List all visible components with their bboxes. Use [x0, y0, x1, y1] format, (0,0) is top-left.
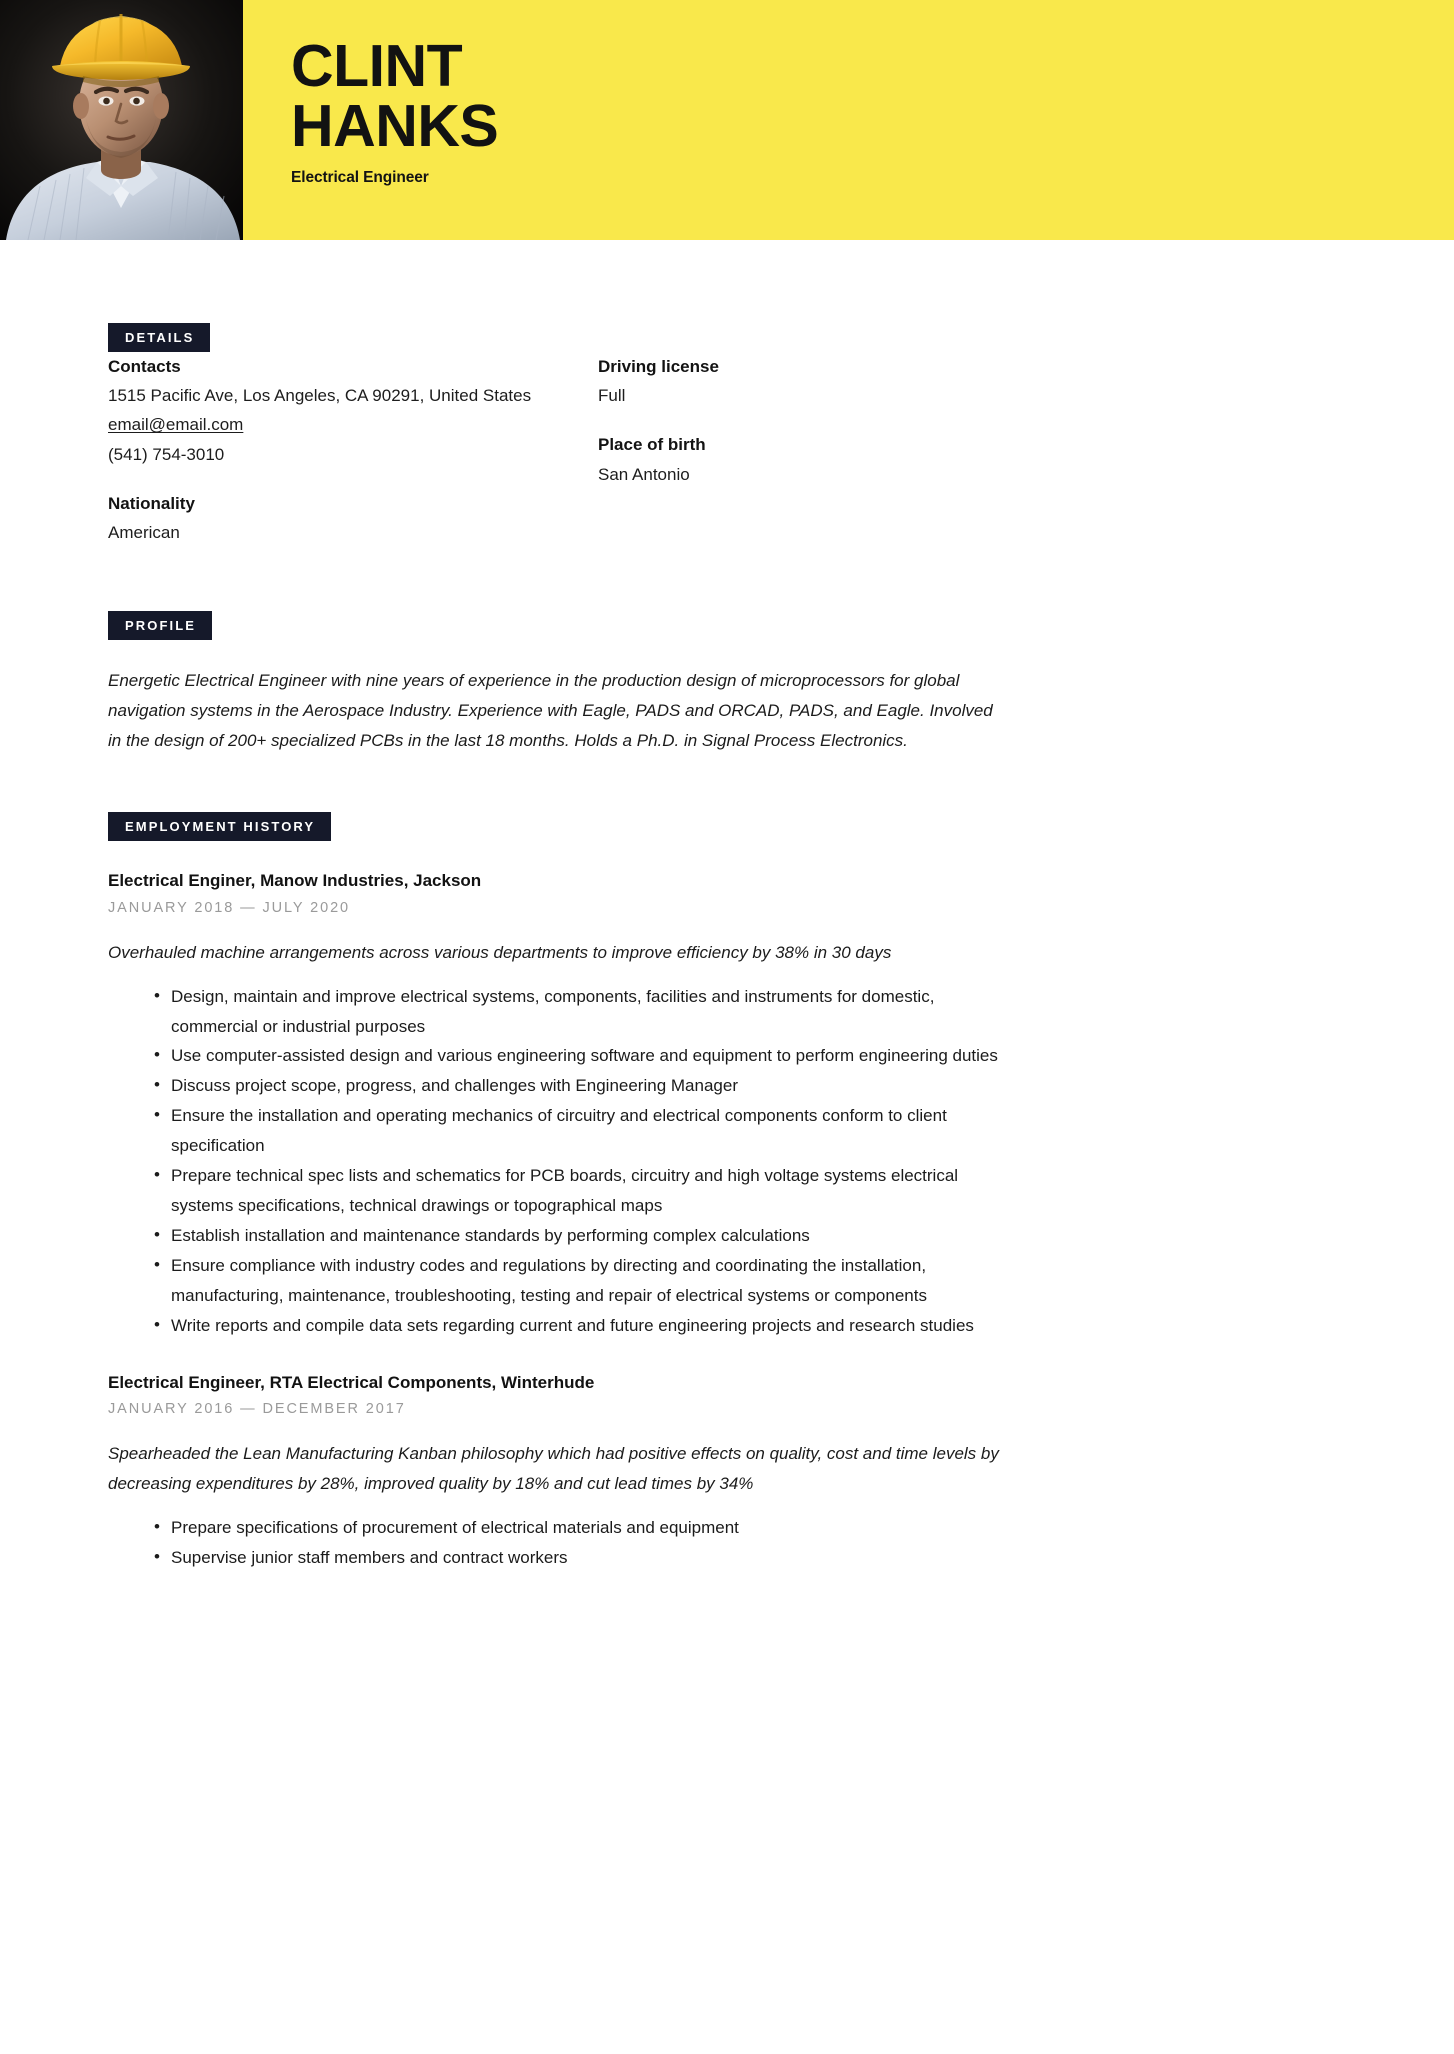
email-link[interactable]: email@email.com — [108, 415, 244, 435]
profile-paragraph: Energetic Electrical Engineer with nine years of experience in the production design of microprocessors for global navigation systems in the Aerospace Industry. Experience with Eagle, PADS and ORCAD, PADS, and Eagle. Involved in the design of 200+ specialized PCBs in the last 18 months. Holds a Ph.D. in Signal Process Electronics. — [108, 671, 993, 751]
employment-title: Electrical Engineer, RTA Electrical Components, Winterhude — [108, 1372, 595, 1392]
profile-photo — [0, 0, 243, 240]
resume-header — [0, 0, 1454, 240]
employment-bullet: • Supervise junior staff members and contract workers — [154, 1543, 1024, 1573]
header-band — [243, 0, 1454, 240]
employment-dates: JANUARY 2016 — DECEMBER 2017 — [108, 1401, 406, 1418]
details-left-column — [108, 352, 598, 547]
profile-section — [108, 611, 1346, 756]
detail-value-nationality: American — [108, 523, 180, 543]
employment-bullet-list — [108, 982, 1346, 1341]
employment-bullet: • Ensure compliance with industry codes and regulations by directing and coordinating the installation, manufacturing, maintenance, troubleshooting, testing and repair of electrical systems or components — [154, 1251, 1024, 1311]
employment-bullet: • Discuss project scope, progress, and challenges with Engineering Manager — [154, 1071, 1024, 1101]
employment-entry — [108, 1371, 1346, 1573]
detail-value-email[interactable] — [108, 410, 598, 439]
employment-bullet: • Ensure the installation and operating mechanics of circuitry and electrical components conform to client specification — [154, 1101, 1024, 1161]
last-name: HANKS — [291, 92, 499, 159]
employment-bullet: • Write reports and compile data sets regarding current and future engineering projects and research studies — [154, 1311, 1024, 1341]
detail-value-driving-license: Full — [598, 386, 626, 406]
profile-section-heading: PROFILE — [108, 611, 212, 640]
detail-group-nationality — [108, 489, 598, 547]
resume-content — [0, 240, 1454, 1613]
employment-bullet: • Design, maintain and improve electrical systems, components, facilities and instruments for domestic, commercial or industrial purposes — [154, 982, 1024, 1042]
employment-bullet: • Use computer-assisted design and various engineering software and equipment to perform engineering duties — [154, 1041, 1024, 1071]
employment-bullet: • Prepare technical spec lists and schematics for PCB boards, circuitry and high voltage systems electrical systems specifications, technical drawings or topographical maps — [154, 1161, 1024, 1221]
employment-title: Electrical Enginer, Manow Industries, Jackson — [108, 871, 482, 891]
detail-value-address: 1515 Pacific Ave, Los Angeles, CA 90291, United States — [108, 386, 532, 406]
employment-list — [108, 869, 1346, 1573]
job-role-subtitle: Electrical Engineer — [291, 168, 429, 186]
employment-bullet: • Prepare specifications of procurement of electrical materials and equipment — [154, 1513, 1024, 1543]
detail-group-driving-license — [598, 352, 1346, 410]
employment-bullet-list — [108, 1513, 1346, 1573]
detail-value-phone: (541) 754-3010 — [108, 444, 225, 464]
detail-label-driving-license: Driving license — [598, 357, 719, 376]
detail-group-contacts — [108, 352, 598, 469]
details-right-column — [598, 352, 1346, 547]
detail-value-place-of-birth: San Antonio — [598, 464, 690, 484]
portrait-illustration — [0, 0, 243, 240]
employment-section-heading: EMPLOYMENT HISTORY — [108, 812, 331, 841]
employment-dates: JANUARY 2018 — JULY 2020 — [108, 899, 351, 916]
detail-label-contacts: Contacts — [108, 357, 181, 376]
detail-label-nationality: Nationality — [108, 493, 195, 513]
detail-group-place-of-birth — [598, 430, 1346, 488]
details-section-heading: DETAILS — [108, 323, 210, 352]
employment-bullet: • Establish installation and maintenance standards by performing complex calculations — [154, 1221, 1024, 1251]
details-section — [108, 323, 1346, 547]
employment-summary: Spearheaded the Lean Manufacturing Kanban philosophy which had positive effects on quality, cost and time levels by decreasing expenditures by 28%, improved quality by 18% and cut lead times by 34% — [108, 1444, 999, 1494]
employment-entry — [108, 869, 1346, 1340]
details-grid — [108, 352, 1346, 547]
detail-label-place-of-birth: Place of birth — [598, 435, 706, 455]
first-name: CLINT — [291, 33, 463, 99]
employment-summary: Overhauled machine arrangements across various departments to improve efficiency by 38% in 30 days — [108, 942, 892, 962]
employment-section — [108, 812, 1346, 1573]
